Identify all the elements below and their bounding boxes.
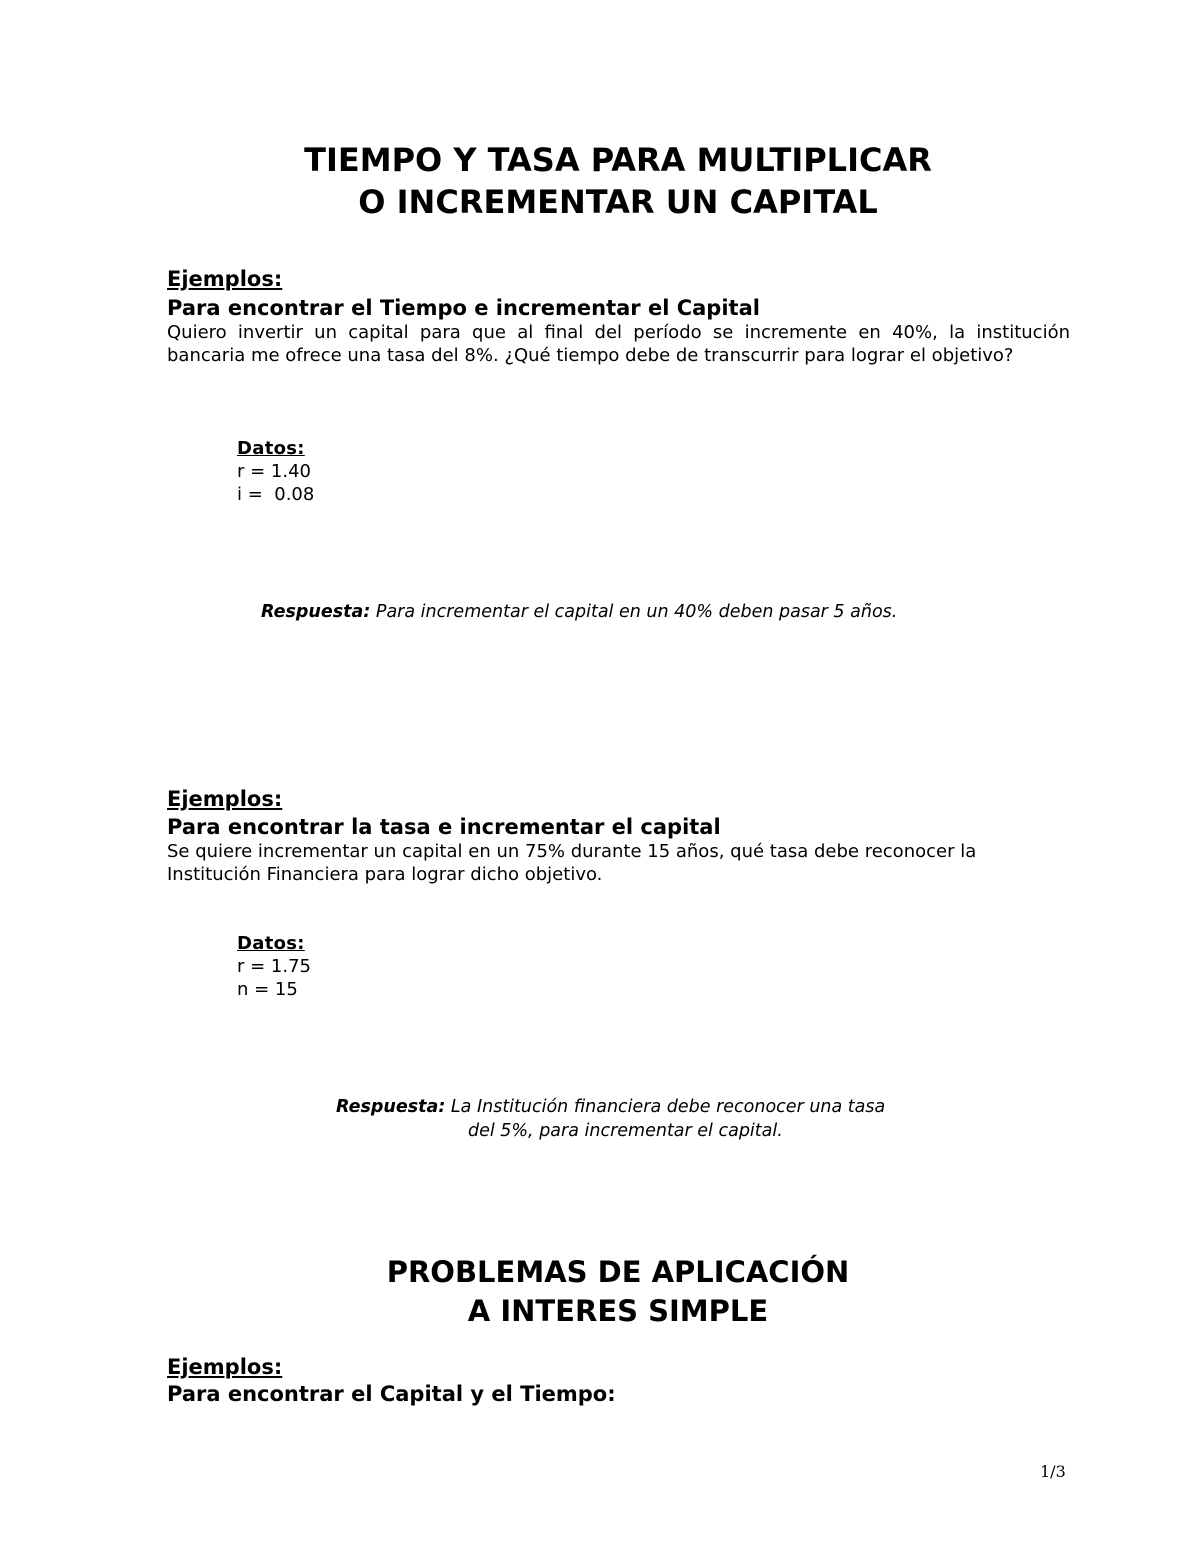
datos-block [237, 437, 314, 506]
datos-block [237, 932, 311, 1001]
examples-label: Ejemplos: [167, 1355, 283, 1379]
datos-label: Datos: [237, 438, 305, 459]
section-subheading: Para encontrar el Tiempo e incrementar el Capital [167, 296, 760, 320]
answer-line-continued: del 5%, para incrementar el capital. [468, 1121, 783, 1141]
datos-item: n = 15 [237, 979, 298, 1000]
datos-item: i = 0.08 [237, 484, 315, 505]
answer-text: La Institución financiera debe reconocer una tasa [445, 1097, 886, 1117]
answer-text: Para incrementar el capital en un 40% deben pasar 5 años. [370, 602, 898, 622]
section-subheading: Para encontrar el Capital y el Tiempo: [167, 1382, 616, 1406]
datos-item: r = 1.40 [237, 461, 312, 482]
datos-label: Datos: [237, 933, 305, 954]
section-subheading: Para encontrar la tasa e incrementar el capital [167, 815, 721, 839]
answer-label: Respuesta: [261, 602, 371, 622]
problem-paragraph: Se quiere incrementar un capital en un 75% durante 15 años, qué tasa debe reconocer la Institución Financiera para lograr dicho objetivo. [167, 841, 977, 885]
examples-label: Ejemplos: [167, 787, 283, 811]
answer-label: Respuesta: [336, 1097, 446, 1117]
datos-item: r = 1.75 [237, 956, 312, 977]
document-title-line2: O INCREMENTAR UN CAPITAL [358, 183, 878, 221]
examples-label: Ejemplos: [167, 267, 283, 291]
section-title-line2: A INTERES SIMPLE [467, 1294, 769, 1328]
answer-line [336, 1096, 885, 1119]
section-title-line1: PROBLEMAS DE APLICACIÓN [386, 1255, 850, 1289]
page-number: 1/3 [1040, 1462, 1066, 1481]
problem-paragraph: Quiero invertir un capital para que al final del período se incremente en 40%, la institución bancaria me ofrece una tasa del 8%. ¿Qué tiempo debe de transcurrir para lograr el objetivo? [167, 322, 1070, 366]
answer-line [261, 601, 897, 624]
document-title-line1: TIEMPO Y TASA PARA MULTIPLICAR [304, 141, 932, 179]
